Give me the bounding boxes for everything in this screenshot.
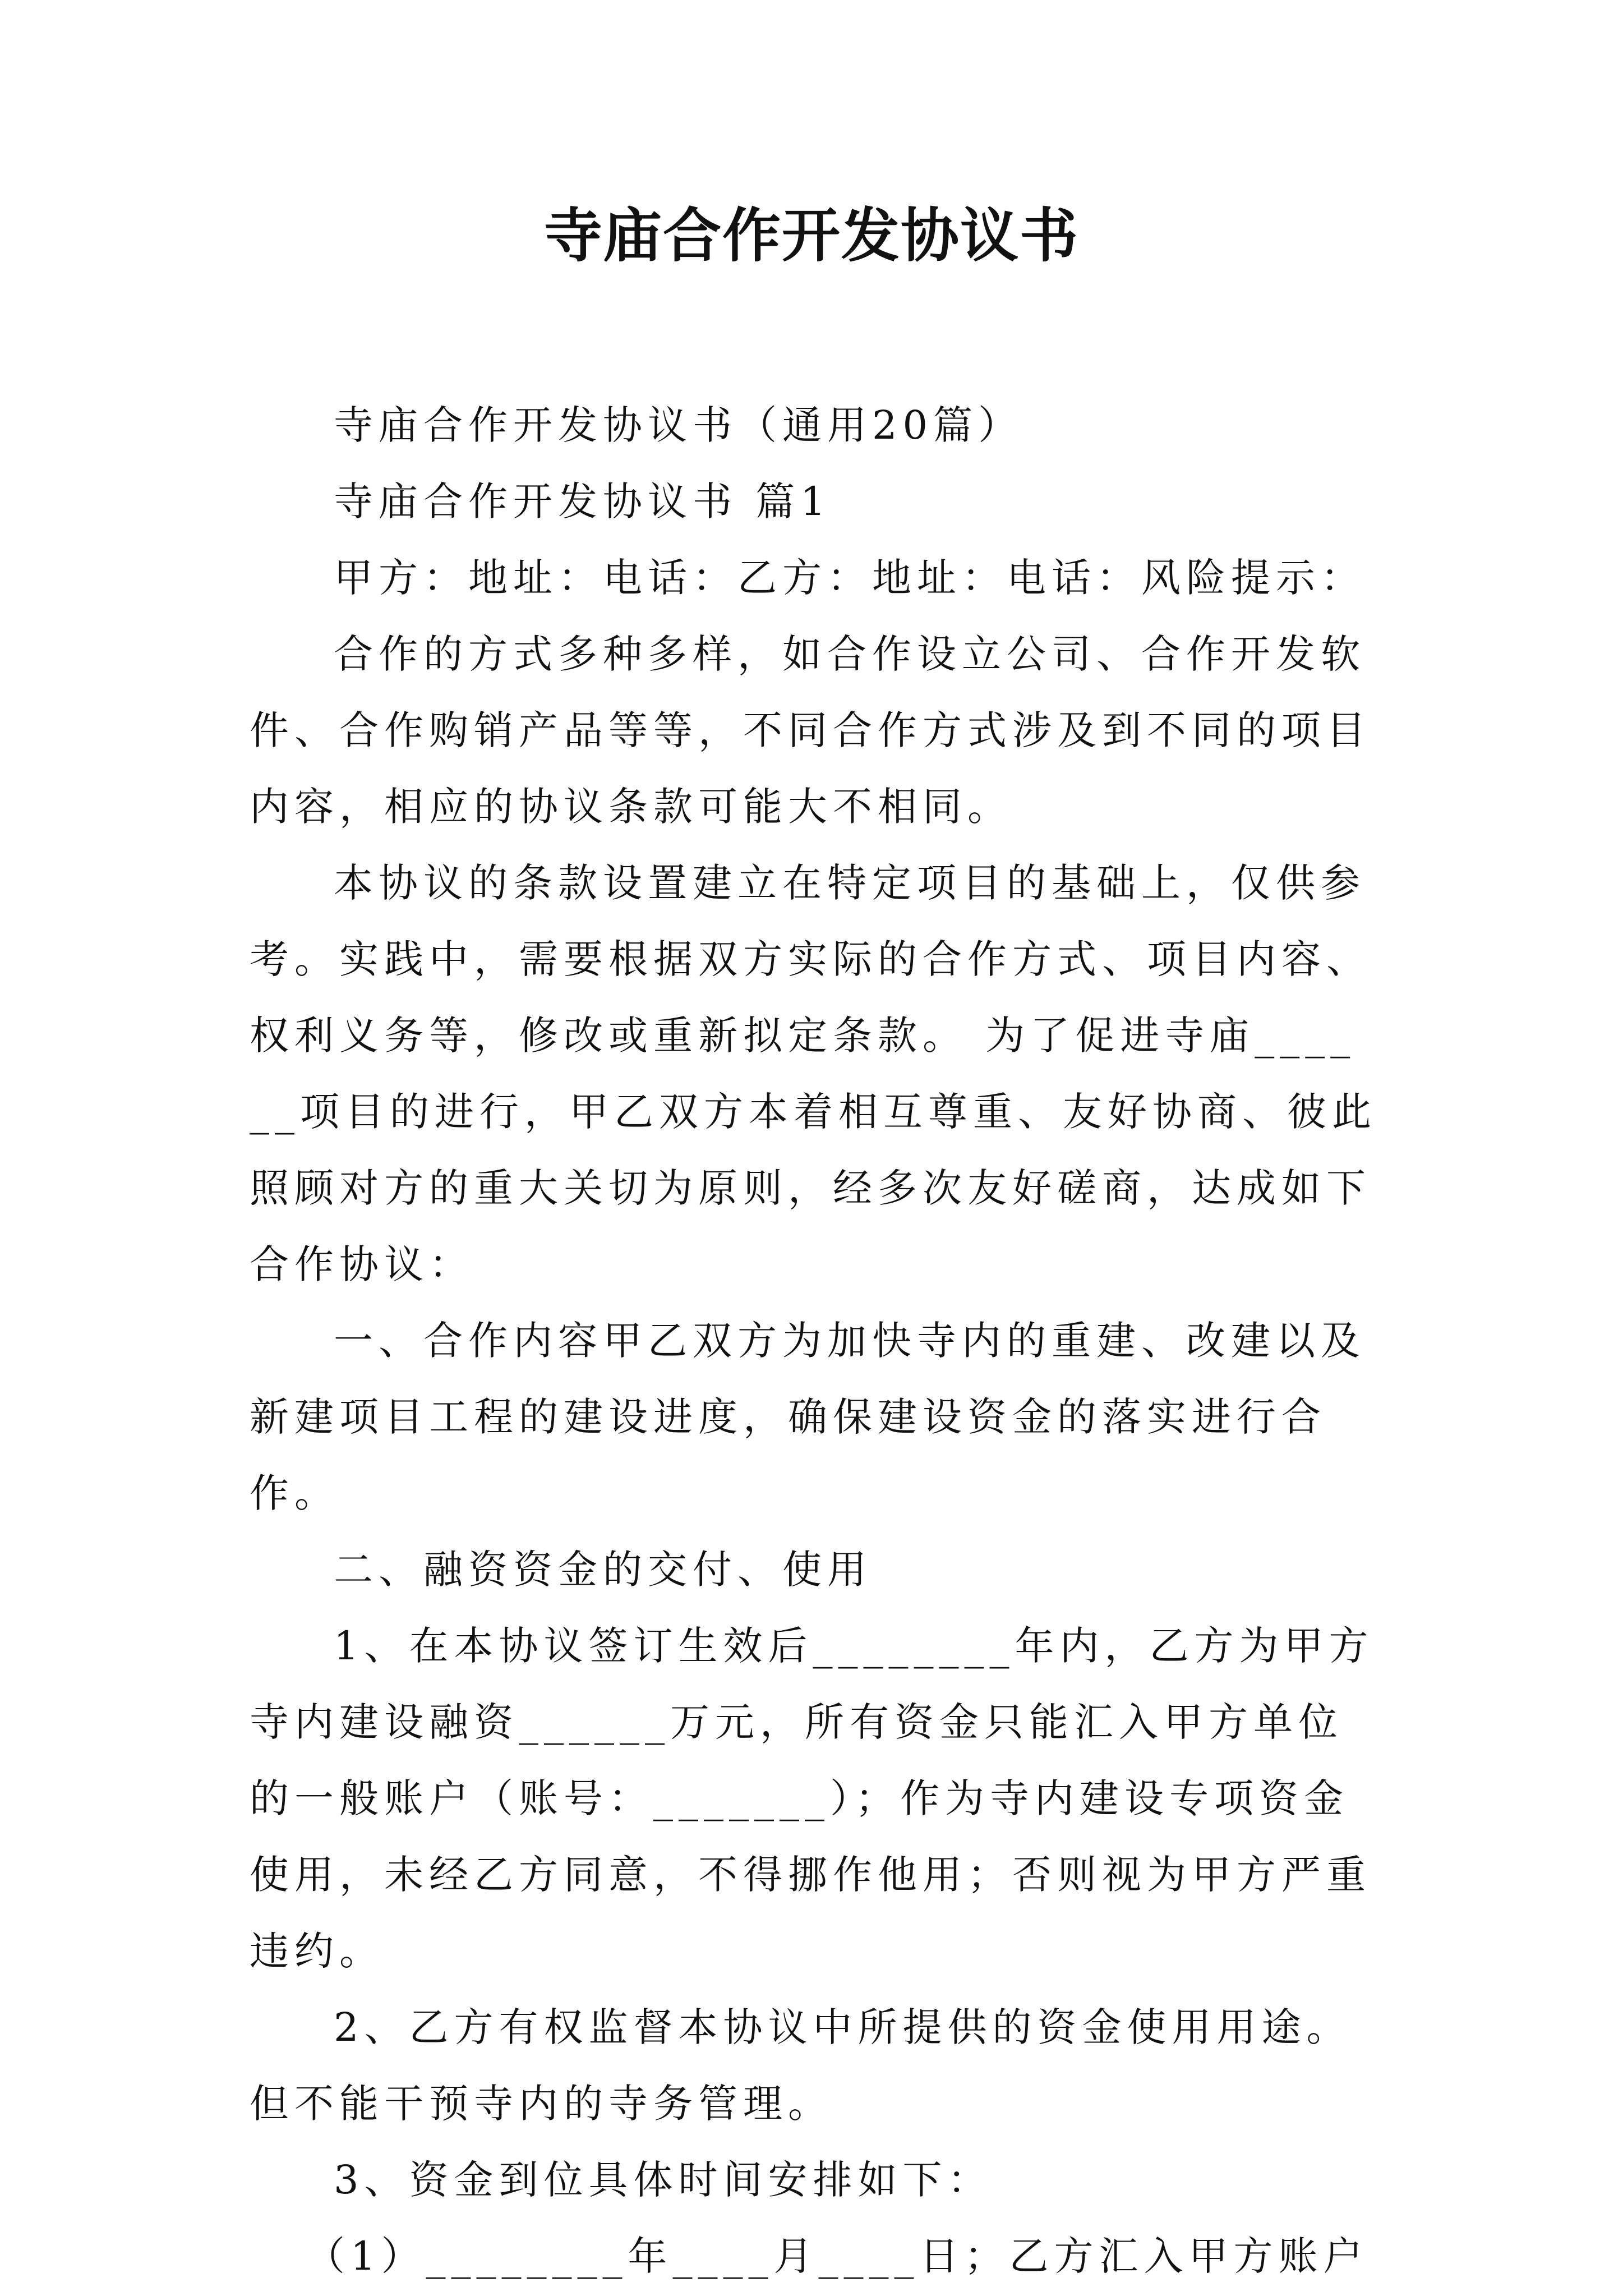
paragraph-schedule-item-1: （1）________年____月____日；乙方汇入甲方账户 [306, 2233, 1368, 2279]
paragraph-cooperation-methods: 合作的方式多种多样，如合作设立公司、合作开发软件、合作购销产品等等，不同合作方式涉及到不同的项目内容，相应的协议条款可能大不相同。 [250, 631, 1371, 830]
paragraph-subtitle: 寺庙合作开发协议书（通用20篇） [334, 402, 1023, 448]
paragraph-section-heading: 寺庙合作开发协议书 篇1 [334, 478, 831, 524]
paragraph-clause-1: 一、合作内容甲乙双方为加快寺内的重建、改建以及新建项目工程的建设进度，确保建设资金的落实进行合作。 [250, 1318, 1366, 1516]
paragraph-clause-2-3: 3、资金到位具体时间安排如下： [334, 2157, 993, 2203]
paragraph-parties: 甲方：地址：电话：乙方：地址：电话：风险提示： [334, 555, 1366, 601]
document-title: 寺庙合作开发协议书 [543, 201, 1079, 270]
document-body [250, 387, 1380, 2294]
paragraph-clause-2-2: 2、乙方有权监督本协议中所提供的资金使用用途。但不能干预寺内的寺务管理。 [250, 2004, 1352, 2127]
paragraph-clause-2-heading: 二、融资资金的交付、使用 [334, 1547, 872, 1593]
paragraph-clause-2-1: 1、在本协议签订生效后________年内，乙方为甲方寺内建设融资______万元，所有资金只能汇入甲方单位的一般账户（账号：_______）；作为寺内建设专项资金使用，未经乙方同意，不得挪作他用；否则视为甲方严重违约。 [250, 1623, 1374, 1974]
paragraph-preamble: 本协议的条款设置建立在特定项目的基础上，仅供参考。实践中，需要根据双方实际的合作方式、项目内容、权利义务等，修改或重新拟定条款。 为了促进寺庙______项目的进行，甲乙双方本着相互尊重、友好协商、彼此照顾对方的重大关切为原则，经多次友好磋商，达成如下合作协议： [250, 860, 1377, 1287]
